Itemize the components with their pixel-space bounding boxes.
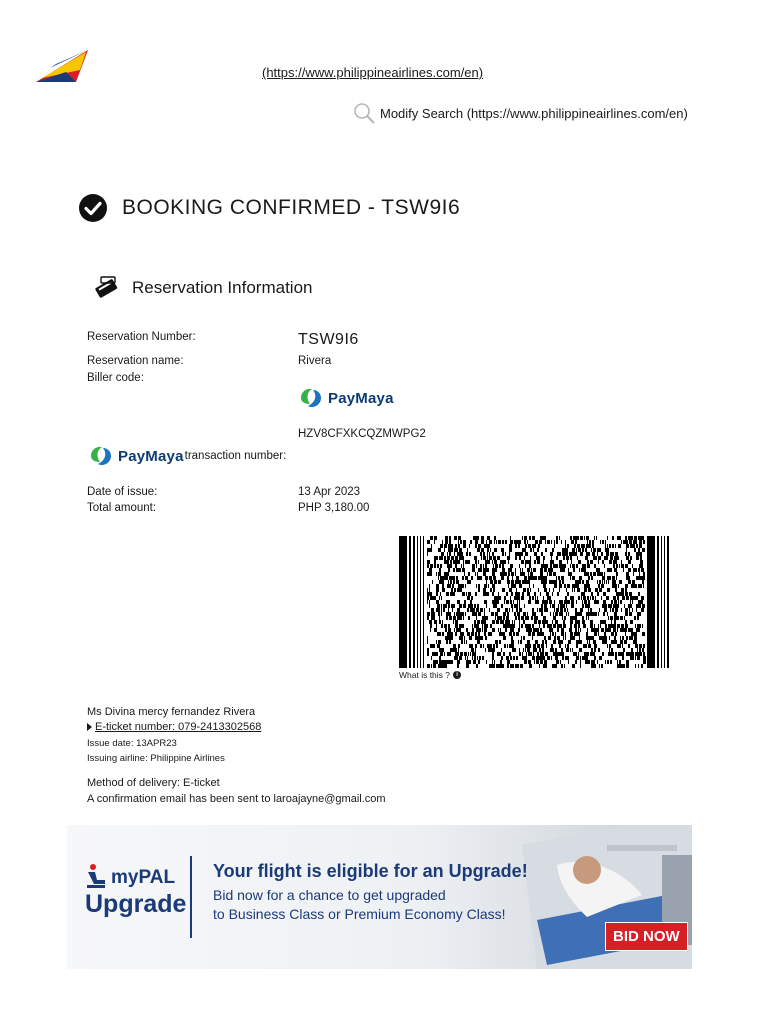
banner-headline: Your flight is eligible for an Upgrade! bbox=[213, 861, 528, 881]
banner-subline-1: Bid now for a chance to get upgraded bbox=[213, 887, 446, 903]
eticket-toggle[interactable] bbox=[87, 721, 261, 733]
modify-search[interactable] bbox=[352, 101, 688, 125]
issuing-airline: Issuing airline: Philippine Airlines bbox=[87, 753, 225, 764]
reservation-number-label: Reservation Number: bbox=[87, 331, 196, 343]
check-circle-icon bbox=[78, 193, 108, 223]
barcode-help-label[interactable]: What is this ? bbox=[399, 670, 451, 680]
reservation-name-value: Rivera bbox=[298, 355, 332, 367]
banner-subline-2: to Business Class or Premium Economy Class! bbox=[213, 906, 506, 922]
delivery-method: Method of delivery: E-ticket bbox=[87, 777, 220, 789]
issue-date: Issue date: 13APR23 bbox=[87, 738, 177, 749]
barcode-help-link[interactable] bbox=[399, 670, 461, 680]
banner-copy bbox=[213, 861, 528, 924]
biller-code-value: HZV8CFXKCQZMWPG2 bbox=[298, 428, 426, 440]
ticket-icon bbox=[92, 274, 120, 302]
mypal-brand-bottom: Upgrade bbox=[85, 890, 187, 918]
date-of-issue-label: Date of issue: bbox=[87, 486, 158, 498]
confirmation-header bbox=[78, 193, 460, 223]
pdf417-barcode bbox=[399, 536, 669, 668]
search-icon bbox=[352, 101, 376, 125]
mypal-upgrade-banner[interactable] bbox=[67, 825, 692, 969]
mypal-brand-top: myPAL bbox=[111, 867, 176, 888]
confirmation-email-note: A confirmation email has been sent to laroajayne@gmail.com bbox=[87, 793, 386, 805]
reservation-section-header bbox=[92, 274, 312, 302]
bid-now-button[interactable]: BID NOW bbox=[605, 922, 688, 951]
banner-divider bbox=[190, 856, 192, 938]
modify-search-label[interactable]: Modify Search (https://www.philippineairlines.com/en) bbox=[380, 105, 688, 121]
caret-right-icon[interactable] bbox=[87, 723, 92, 731]
date-of-issue-value: 13 Apr 2023 bbox=[298, 486, 361, 498]
reservation-number-value: TSW9I6 bbox=[298, 331, 359, 348]
paymaya-logo bbox=[298, 386, 394, 410]
paymaya-txn-row bbox=[88, 444, 286, 468]
total-amount-label: Total amount: bbox=[87, 502, 157, 514]
section-title: Reservation Information bbox=[132, 278, 313, 297]
paymaya-wordmark: PayMaya bbox=[118, 447, 184, 465]
reservation-name-label: Reservation name: bbox=[87, 355, 184, 367]
eticket-number[interactable]: E-ticket number: 079-2413302568 bbox=[95, 721, 262, 733]
paymaya-mark-icon bbox=[88, 444, 114, 468]
paymaya-wordmark: PayMaya bbox=[328, 389, 394, 407]
passenger-name: Ms Divina mercy fernandez Rivera bbox=[87, 706, 256, 718]
transaction-number-label: transaction number: bbox=[184, 450, 287, 462]
mypal-upgrade-logo bbox=[85, 863, 186, 917]
info-icon[interactable]: i bbox=[453, 671, 461, 679]
paymaya-mark-icon bbox=[298, 386, 324, 410]
total-amount-value: PHP 3,180.00 bbox=[298, 502, 370, 514]
biller-code-label: Biller code: bbox=[87, 372, 144, 384]
seat-passenger-icon bbox=[85, 863, 109, 889]
philippine-airlines-logo[interactable] bbox=[36, 50, 264, 102]
home-link[interactable]: (https://www.philippineairlines.com/en) bbox=[262, 65, 484, 80]
page-title: BOOKING CONFIRMED - TSW9I6 bbox=[122, 196, 461, 219]
